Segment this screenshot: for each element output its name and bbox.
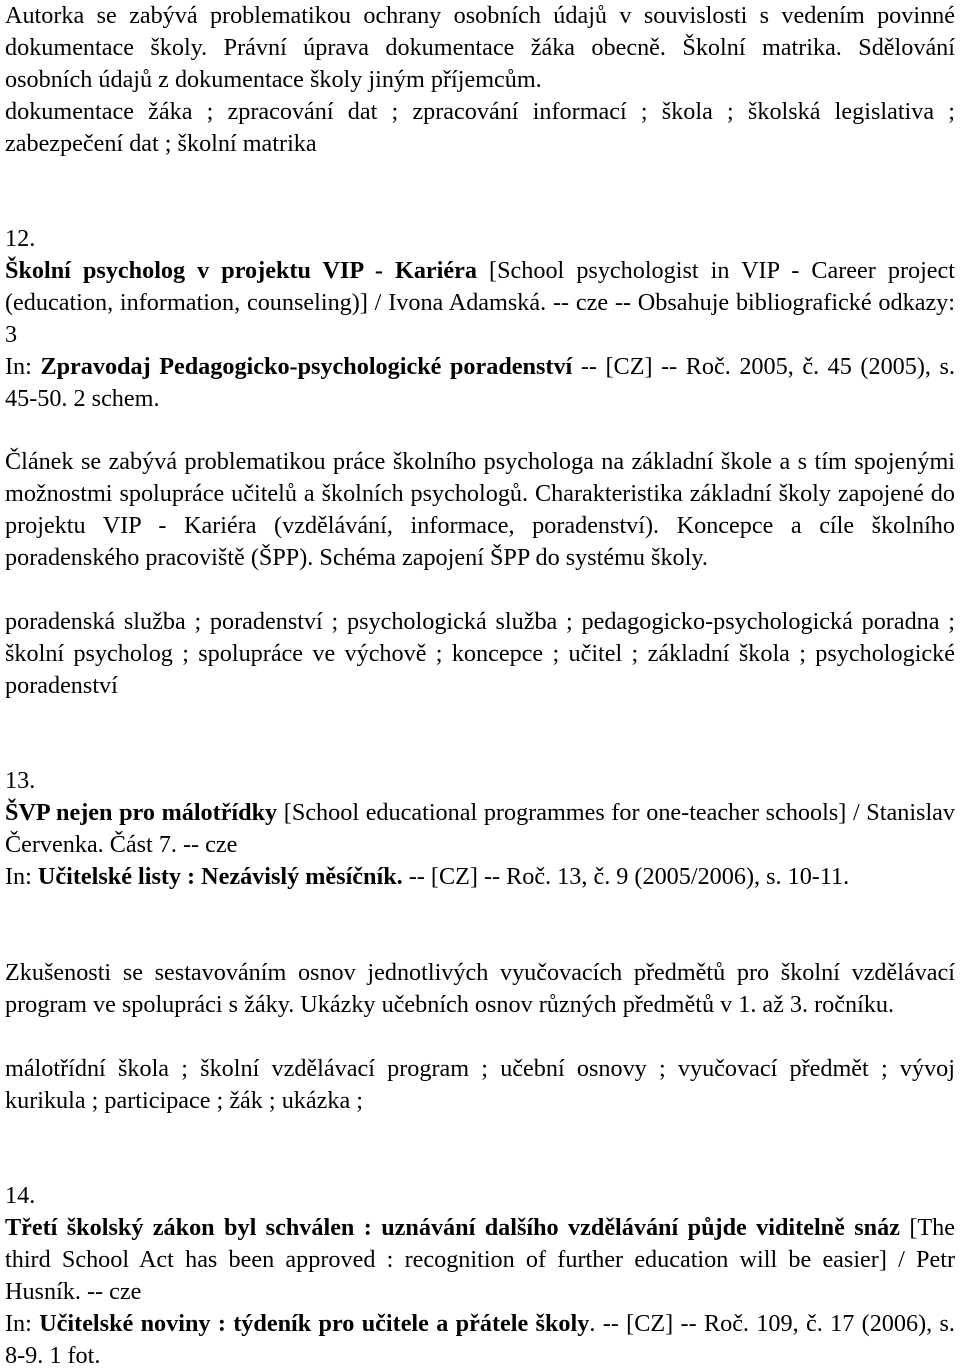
- entry-13-source: [5, 861, 955, 893]
- entry-13-title-rest: [School educational programmes for one-teacher schools] / Stanislav Červenka. Část 7. -- cze: [5, 799, 955, 858]
- entry-14-source-rest: . -- [CZ] -- Roč. 109, č. 17 (2006), s. 8-9. 1 fot.: [5, 1310, 955, 1369]
- entry-12-title-rest: [School psychologist in VIP - Career project (education, information, counseling)] / Ivona Adamská. -- cze -- Obsahuje bibliografické odkazy: 3: [5, 257, 956, 348]
- entry-12-title: Školní psycholog v projektu VIP - Kariéra: [5, 257, 477, 284]
- entry-13-number: 13.: [5, 767, 36, 794]
- entry-12-citation: [5, 255, 955, 351]
- entry-11-keywords: dokumentace žáka ; zpracování dat ; zpracování informací ; škola ; školská legislativa ; zabezpečení dat ; školní matrika: [5, 98, 955, 157]
- entry-12-source-title: Zpravodaj Pedagogicko-psychologické poradenství: [40, 353, 573, 380]
- entry-12-keywords: poradenská služba ; poradenství ; psychologická služba ; pedagogicko-psychologická poradna ; školní psycholog ; spolupráce ve výchově ; koncepce ; učitel ; základní škola ; psychologické poradenství: [5, 608, 955, 699]
- entry-12-source-rest: -- [CZ] -- Roč. 2005, č. 45 (2005), s. 45-50. 2 schem.: [5, 353, 955, 412]
- entry-12-in-prefix: In:: [5, 353, 41, 380]
- entry-13-citation: [5, 797, 955, 861]
- entry-14-source: [5, 1308, 955, 1372]
- entry-14-source-title: Učitelské noviny : týdeník pro učitele a přátele školy: [39, 1310, 590, 1337]
- entry-12-abstract: Článek se zabývá problematikou práce školního psychologa na základní škole a s tím spojenými možnostmi spolupráce učitelů a školních psychologů. Charakteristika základní školy zapojené do projektu VIP - Kariéra (vzdělávání, informace, poradenství). Koncepce a cíle školního poradenského pracoviště (ŠPP). Schéma zapojení ŠPP do systému školy.: [5, 448, 955, 571]
- entry-13-source-rest: -- [CZ] -- Roč. 13, č. 9 (2005/2006), s. 10-11.: [402, 863, 850, 890]
- entry-14-number: 14.: [5, 1182, 36, 1209]
- entry-14-in-prefix: In:: [5, 1310, 40, 1337]
- entry-13-keywords: málotřídní škola ; školní vzdělávací program ; učební osnovy ; vyučovací předmět ; vývoj kurikula ; participace ; žák ; ukázka ;: [5, 1055, 955, 1114]
- entry-14-title-rest: [The third School Act has been approved : recognition of further education will be easier] / Petr Husník. -- cze: [5, 1214, 955, 1305]
- entry-11-abstract: Autorka se zabývá problematikou ochrany osobních údajů v souvislosti s vedením povinné dokumentace školy. Právní úprava dokumentace žáka obecně. Školní matrika. Sdělování osobních údajů z dokumentace školy jiným příjemcům.: [5, 2, 955, 93]
- entry-12-source: [5, 351, 955, 415]
- entry-14-title: Třetí školský zákon byl schválen : uznávání dalšího vzdělávání půjde viditelně snáz: [5, 1214, 900, 1241]
- entry-13-title: ŠVP nejen pro málotřídky: [5, 799, 278, 826]
- entry-13-source-title: Učitelské listy : Nezávislý měsíčník.: [37, 863, 403, 890]
- entry-13-abstract: Zkušenosti se sestavováním osnov jednotlivých vyučovacích předmětů pro školní vzdělávací program ve spolupráci s žáky. Ukázky učebních osnov různých předmětů v 1. až 3. ročníku.: [5, 959, 955, 1018]
- entry-12-number: 12.: [5, 225, 36, 252]
- entry-13-in-prefix: In:: [5, 863, 38, 890]
- entry-14-citation: [5, 1212, 955, 1308]
